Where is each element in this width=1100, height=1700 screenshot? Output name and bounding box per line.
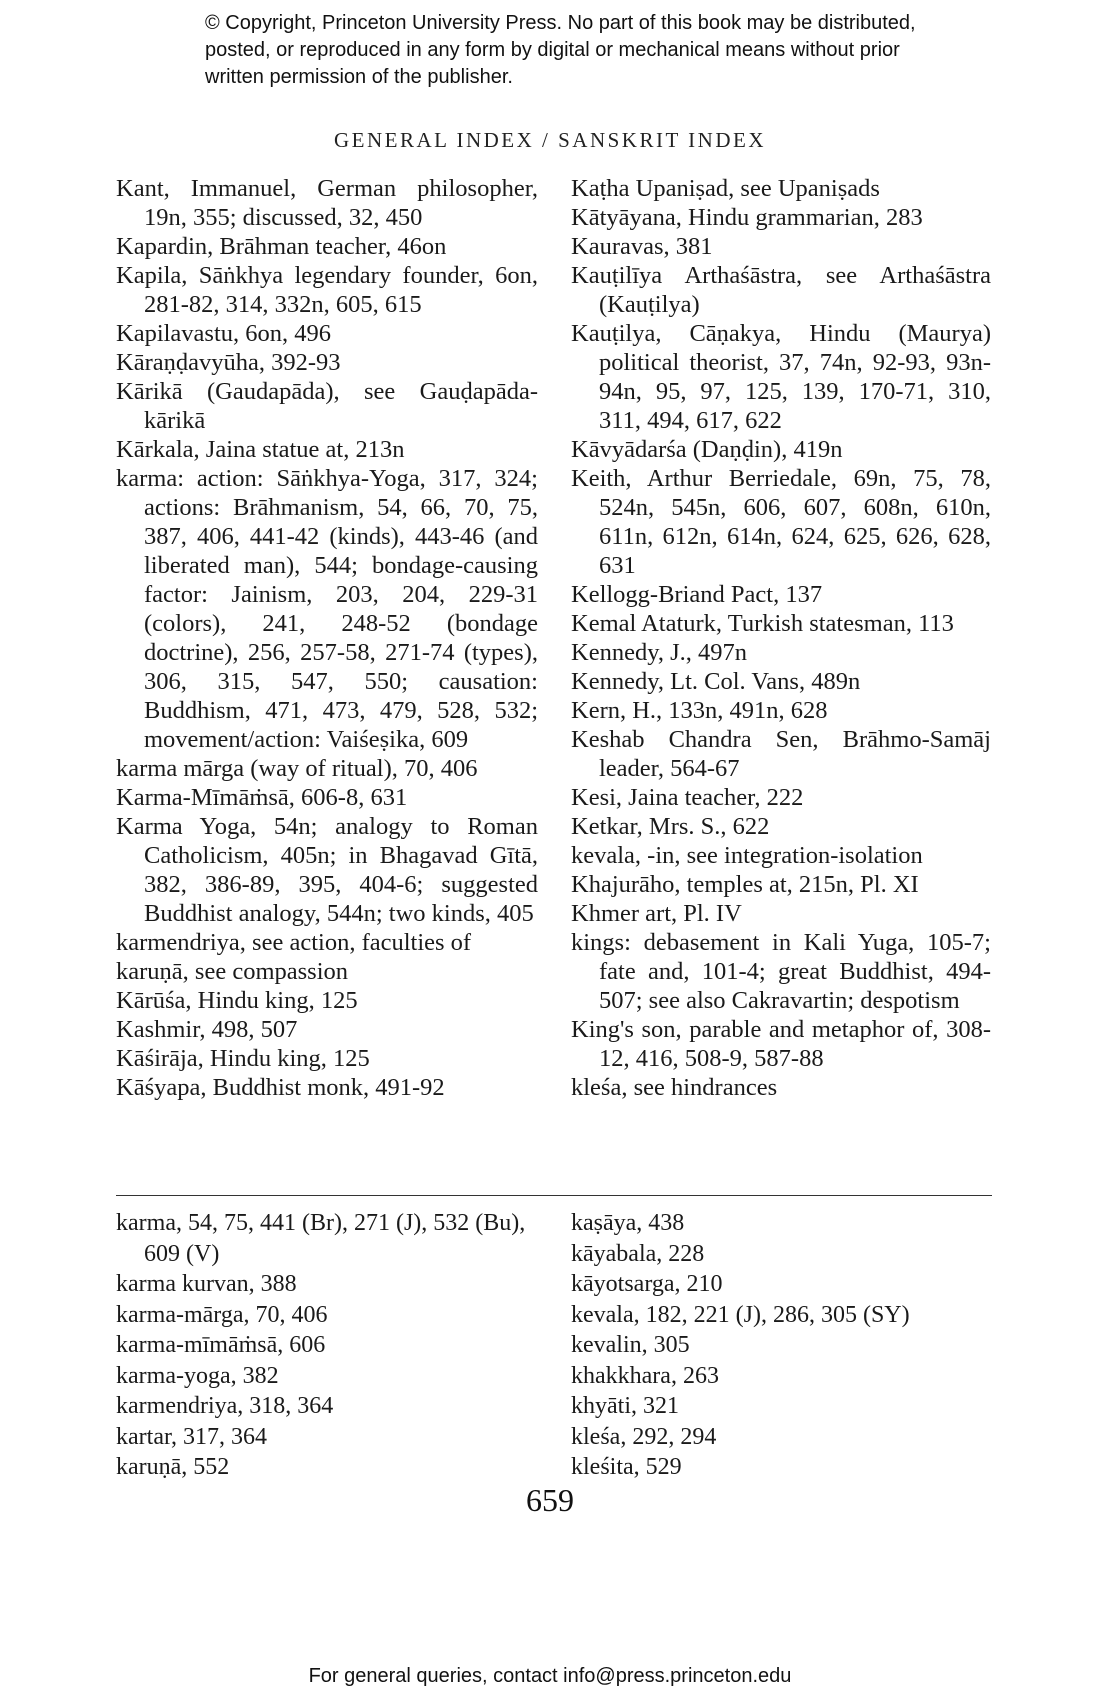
index-entry: Kaṭha Upaniṣad, see Upaniṣads xyxy=(571,175,880,202)
sanskrit-entry: karma, 54, 75, 441 (Br), 271 (J), 532 (Bu), 609 (V) xyxy=(116,1210,526,1267)
sanskrit-entry: kāyabala, 228 xyxy=(571,1240,705,1267)
index-entry: Kern, H., 133n, 491n, 628 xyxy=(571,697,828,724)
index-entry: Keshab Chandra Sen, Brāhmo-Samāj leader, 564-67 xyxy=(571,726,991,782)
index-entry: Kārkala, Jaina statue at, 213n xyxy=(116,436,405,463)
index-entry: karmendriya, see action, faculties of xyxy=(116,929,472,956)
copyright-notice: © Copyright, Princeton University Press. No part of this book may be distributed, posted, or reproduced in any form by digital or mechanical means without prior written permission of the publisher. xyxy=(205,12,916,88)
index-entry: kings: debasement in Kali Yuga, 105-7; fate and, 101-4; great Buddhist, 494-507; see also Cakravartin; despotism xyxy=(571,929,991,1014)
index-entry: Khajurāho, temples at, 215n, Pl. XI xyxy=(571,871,919,898)
general-index-right-column xyxy=(571,174,991,1102)
page-number: 659 xyxy=(526,1482,574,1518)
index-entry: Kapilavastu, 6on, 496 xyxy=(116,320,332,347)
index-entry: Kārūśa, Hindu king, 125 xyxy=(116,987,358,1014)
index-entry: Kesi, Jaina teacher, 222 xyxy=(571,784,804,811)
index-divider xyxy=(116,1195,992,1196)
index-entry: King's son, parable and metaphor of, 308-12, 416, 508-9, 587-88 xyxy=(571,1016,991,1072)
index-entry: Kashmir, 498, 507 xyxy=(116,1016,298,1043)
index-entry: Kant, Immanuel, German philosopher, 19n, 355; discussed, 32, 450 xyxy=(116,175,538,231)
index-entry: Kāvyādarśa (Daṇḍin), 419n xyxy=(571,436,843,463)
sanskrit-entry: khyāti, 321 xyxy=(571,1393,679,1419)
index-entry: Kauravas, 381 xyxy=(571,233,713,260)
sanskrit-index-right-column xyxy=(571,1208,1001,1483)
sanskrit-entry: kāyotsarga, 210 xyxy=(571,1271,723,1297)
index-entry: Kennedy, J., 497n xyxy=(571,639,748,666)
index-entry: Kāśyapa, Buddhist monk, 491-92 xyxy=(116,1074,445,1101)
index-entry: karuṇā, see compassion xyxy=(116,958,348,985)
index-entry: karma: action: Sāṅkhya-Yoga, 317, 324; actions: Brāhmanism, 54, 66, 70, 75, 387, 406, 441-42 (kinds), 443-46 (and liberated man), 544; bondage-causing factor: Jainism, 203, 204, 229-31 (colors), 241, 248-52 (bondage doctrine), 256, 257-58, 271-74 (types), 306, 315, 547, 550; causation: Buddhism, 471, 473, 479, 528, 532; movement/action: Vaiśeṣika, 609 xyxy=(116,465,538,753)
index-entry: Karma-Mīmāṁsā, 606-8, 631 xyxy=(116,784,408,811)
sanskrit-entry: karma-yoga, 382 xyxy=(116,1362,279,1389)
sanskrit-entry: kaṣāya, 438 xyxy=(571,1210,685,1236)
index-entry: Kauṭilya, Cāṇakya, Hindu (Maurya) political theorist, 37, 74n, 92-93, 93n-94n, 95, 97, 125, 139, 170-71, 310, 311, 494, 617, 622 xyxy=(571,320,991,434)
index-entry: Kāraṇḍavyūha, 392-93 xyxy=(116,349,341,376)
index-entry: Kārikā (Gaudapāda), see Gauḍapāda-kārikā xyxy=(116,378,538,434)
sanskrit-entry: khakkhara, 263 xyxy=(571,1362,719,1389)
sanskrit-entry: kevalin, 305 xyxy=(571,1332,690,1358)
index-entry: kleśa, see hindrances xyxy=(571,1074,778,1101)
sanskrit-entry: kartar, 317, 364 xyxy=(116,1423,267,1450)
index-entry: Kellogg-Briand Pact, 137 xyxy=(571,581,823,608)
index-entry: Kennedy, Lt. Col. Vans, 489n xyxy=(571,668,861,695)
index-entry: Kemal Ataturk, Turkish statesman, 113 xyxy=(571,610,954,637)
index-entry: karma mārga (way of ritual), 70, 406 xyxy=(116,755,478,782)
sanskrit-entry: kleśita, 529 xyxy=(571,1454,682,1480)
sanskrit-entry: karma-mīmāṁsā, 606 xyxy=(116,1332,326,1358)
index-entry: Kātyāyana, Hindu grammarian, 283 xyxy=(571,204,923,231)
index-entry: Kapila, Sāṅkhya legendary founder, 6on, 281-82, 314, 332n, 605, 615 xyxy=(116,262,538,318)
index-entry: Kāśirāja, Hindu king, 125 xyxy=(116,1045,370,1072)
general-index-left-column xyxy=(116,174,538,1102)
footer-contact: For general queries, contact info@press.princeton.edu xyxy=(308,1665,792,1687)
index-entry: Kapardin, Brāhman teacher, 46on xyxy=(116,233,447,260)
sanskrit-entry: kevala, 182, 221 (J), 286, 305 (SY) xyxy=(571,1301,910,1328)
index-entry: Keith, Arthur Berriedale, 69n, 75, 78, 524n, 545n, 606, 607, 608n, 610n, 611n, 612n, 614n, 624, 625, 626, 628, 631 xyxy=(571,465,991,579)
sanskrit-entry: karuṇā, 552 xyxy=(116,1454,230,1480)
index-entry: Kauṭilīya Arthaśāstra, see Arthaśāstra (Kauṭilya) xyxy=(571,262,991,318)
sanskrit-entry: karma-mārga, 70, 406 xyxy=(116,1301,328,1328)
sanskrit-entry: karma kurvan, 388 xyxy=(116,1271,297,1297)
index-entry: Ketkar, Mrs. S., 622 xyxy=(571,813,770,840)
index-entry: Khmer art, Pl. IV xyxy=(571,900,742,927)
index-entry: Karma Yoga, 54n; analogy to Roman Catholicism, 405n; in Bhagavad Gītā, 382, 386-89, 395, 404-6; suggested Buddhist analogy, 544n; two kinds, 405 xyxy=(116,813,538,927)
index-entry: kevala, -in, see integration-isolation xyxy=(571,842,923,869)
sanskrit-entry: kleśa, 292, 294 xyxy=(571,1423,717,1450)
sanskrit-index-left-column xyxy=(116,1208,546,1483)
sanskrit-entry: karmendriya, 318, 364 xyxy=(116,1393,334,1419)
running-head: GENERAL INDEX / SANSKRIT INDEX xyxy=(334,128,766,152)
